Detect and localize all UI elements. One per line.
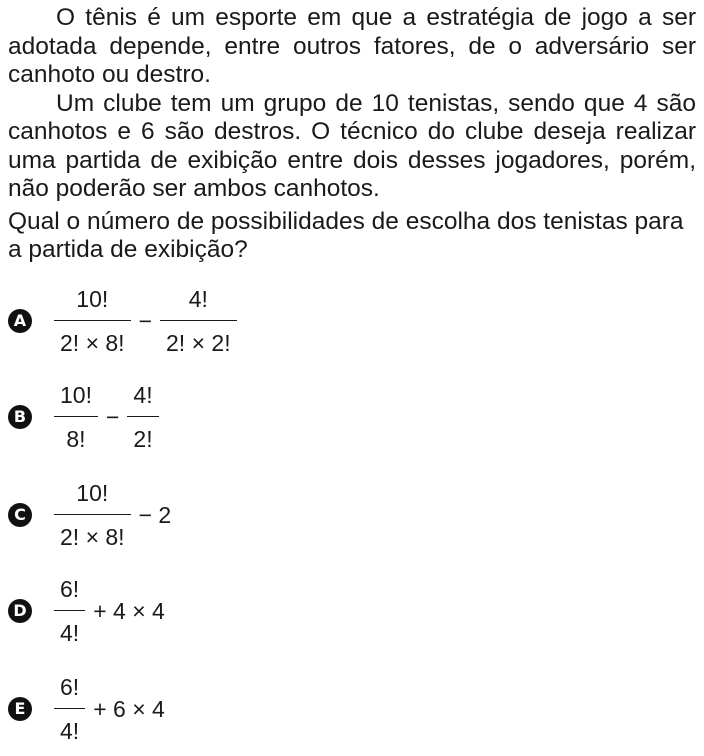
fraction (127, 382, 158, 452)
option-expression (54, 576, 173, 646)
fraction-denominator: 4! (60, 620, 80, 647)
fraction-denominator: 2! (133, 426, 153, 453)
fraction-numerator: 4! (188, 285, 208, 312)
option-expression (54, 382, 159, 452)
fraction-numerator: 6! (60, 575, 80, 602)
option-letter-badge: A (8, 309, 32, 333)
option-expression (54, 674, 173, 744)
operator: − (138, 308, 153, 334)
fraction (54, 286, 131, 356)
fraction (54, 382, 98, 452)
fraction (160, 286, 237, 356)
expression-tail: + 4 × 4 (93, 598, 165, 624)
fraction-denominator: 8! (66, 426, 86, 453)
stem-paragraph-1: O tênis é um esporte em que a estratégia de jogo a ser adotada depende, entre outros fatores, de o adversário ser canhoto ou destro. (8, 4, 696, 88)
fraction-numerator: 10! (76, 285, 109, 312)
expression-tail: − 2 (138, 502, 172, 528)
option-a[interactable] (8, 285, 237, 357)
question-stem (8, 4, 696, 265)
option-c[interactable] (8, 479, 179, 551)
option-letter-badge: C (8, 503, 32, 527)
question-text: Qual o número de possibilidades de escolha dos tenistas para a partida de exibição? (8, 207, 684, 263)
fraction-numerator: 10! (76, 479, 109, 506)
fraction-numerator: 6! (60, 673, 80, 700)
option-letter-badge: D (8, 599, 32, 623)
fraction (54, 674, 85, 744)
fraction (54, 480, 131, 550)
fraction-denominator: 4! (60, 718, 80, 745)
option-b[interactable] (8, 381, 159, 453)
option-e[interactable] (8, 673, 173, 745)
fraction-numerator: 10! (60, 381, 92, 408)
option-expression (54, 480, 179, 550)
expression-tail: + 6 × 4 (93, 696, 165, 722)
option-expression (54, 286, 237, 356)
operator: − (105, 404, 120, 430)
fraction-denominator: 2! × 8! (60, 524, 125, 551)
stem-paragraph-2: Um clube tem um grupo de 10 tenistas, sendo que 4 são canhotos e 6 são destros. O técnico do clube deseja realizar uma partida de exibição entre dois desses jogadores, porém, não poderão ser ambos canhotos. (8, 89, 696, 202)
fraction (54, 576, 85, 646)
option-d[interactable] (8, 575, 173, 647)
fraction-denominator: 2! × 8! (60, 330, 125, 357)
option-letter-badge: B (8, 405, 32, 429)
option-letter-badge: E (8, 697, 32, 721)
fraction-numerator: 4! (133, 381, 153, 408)
fraction-denominator: 2! × 2! (166, 330, 231, 357)
